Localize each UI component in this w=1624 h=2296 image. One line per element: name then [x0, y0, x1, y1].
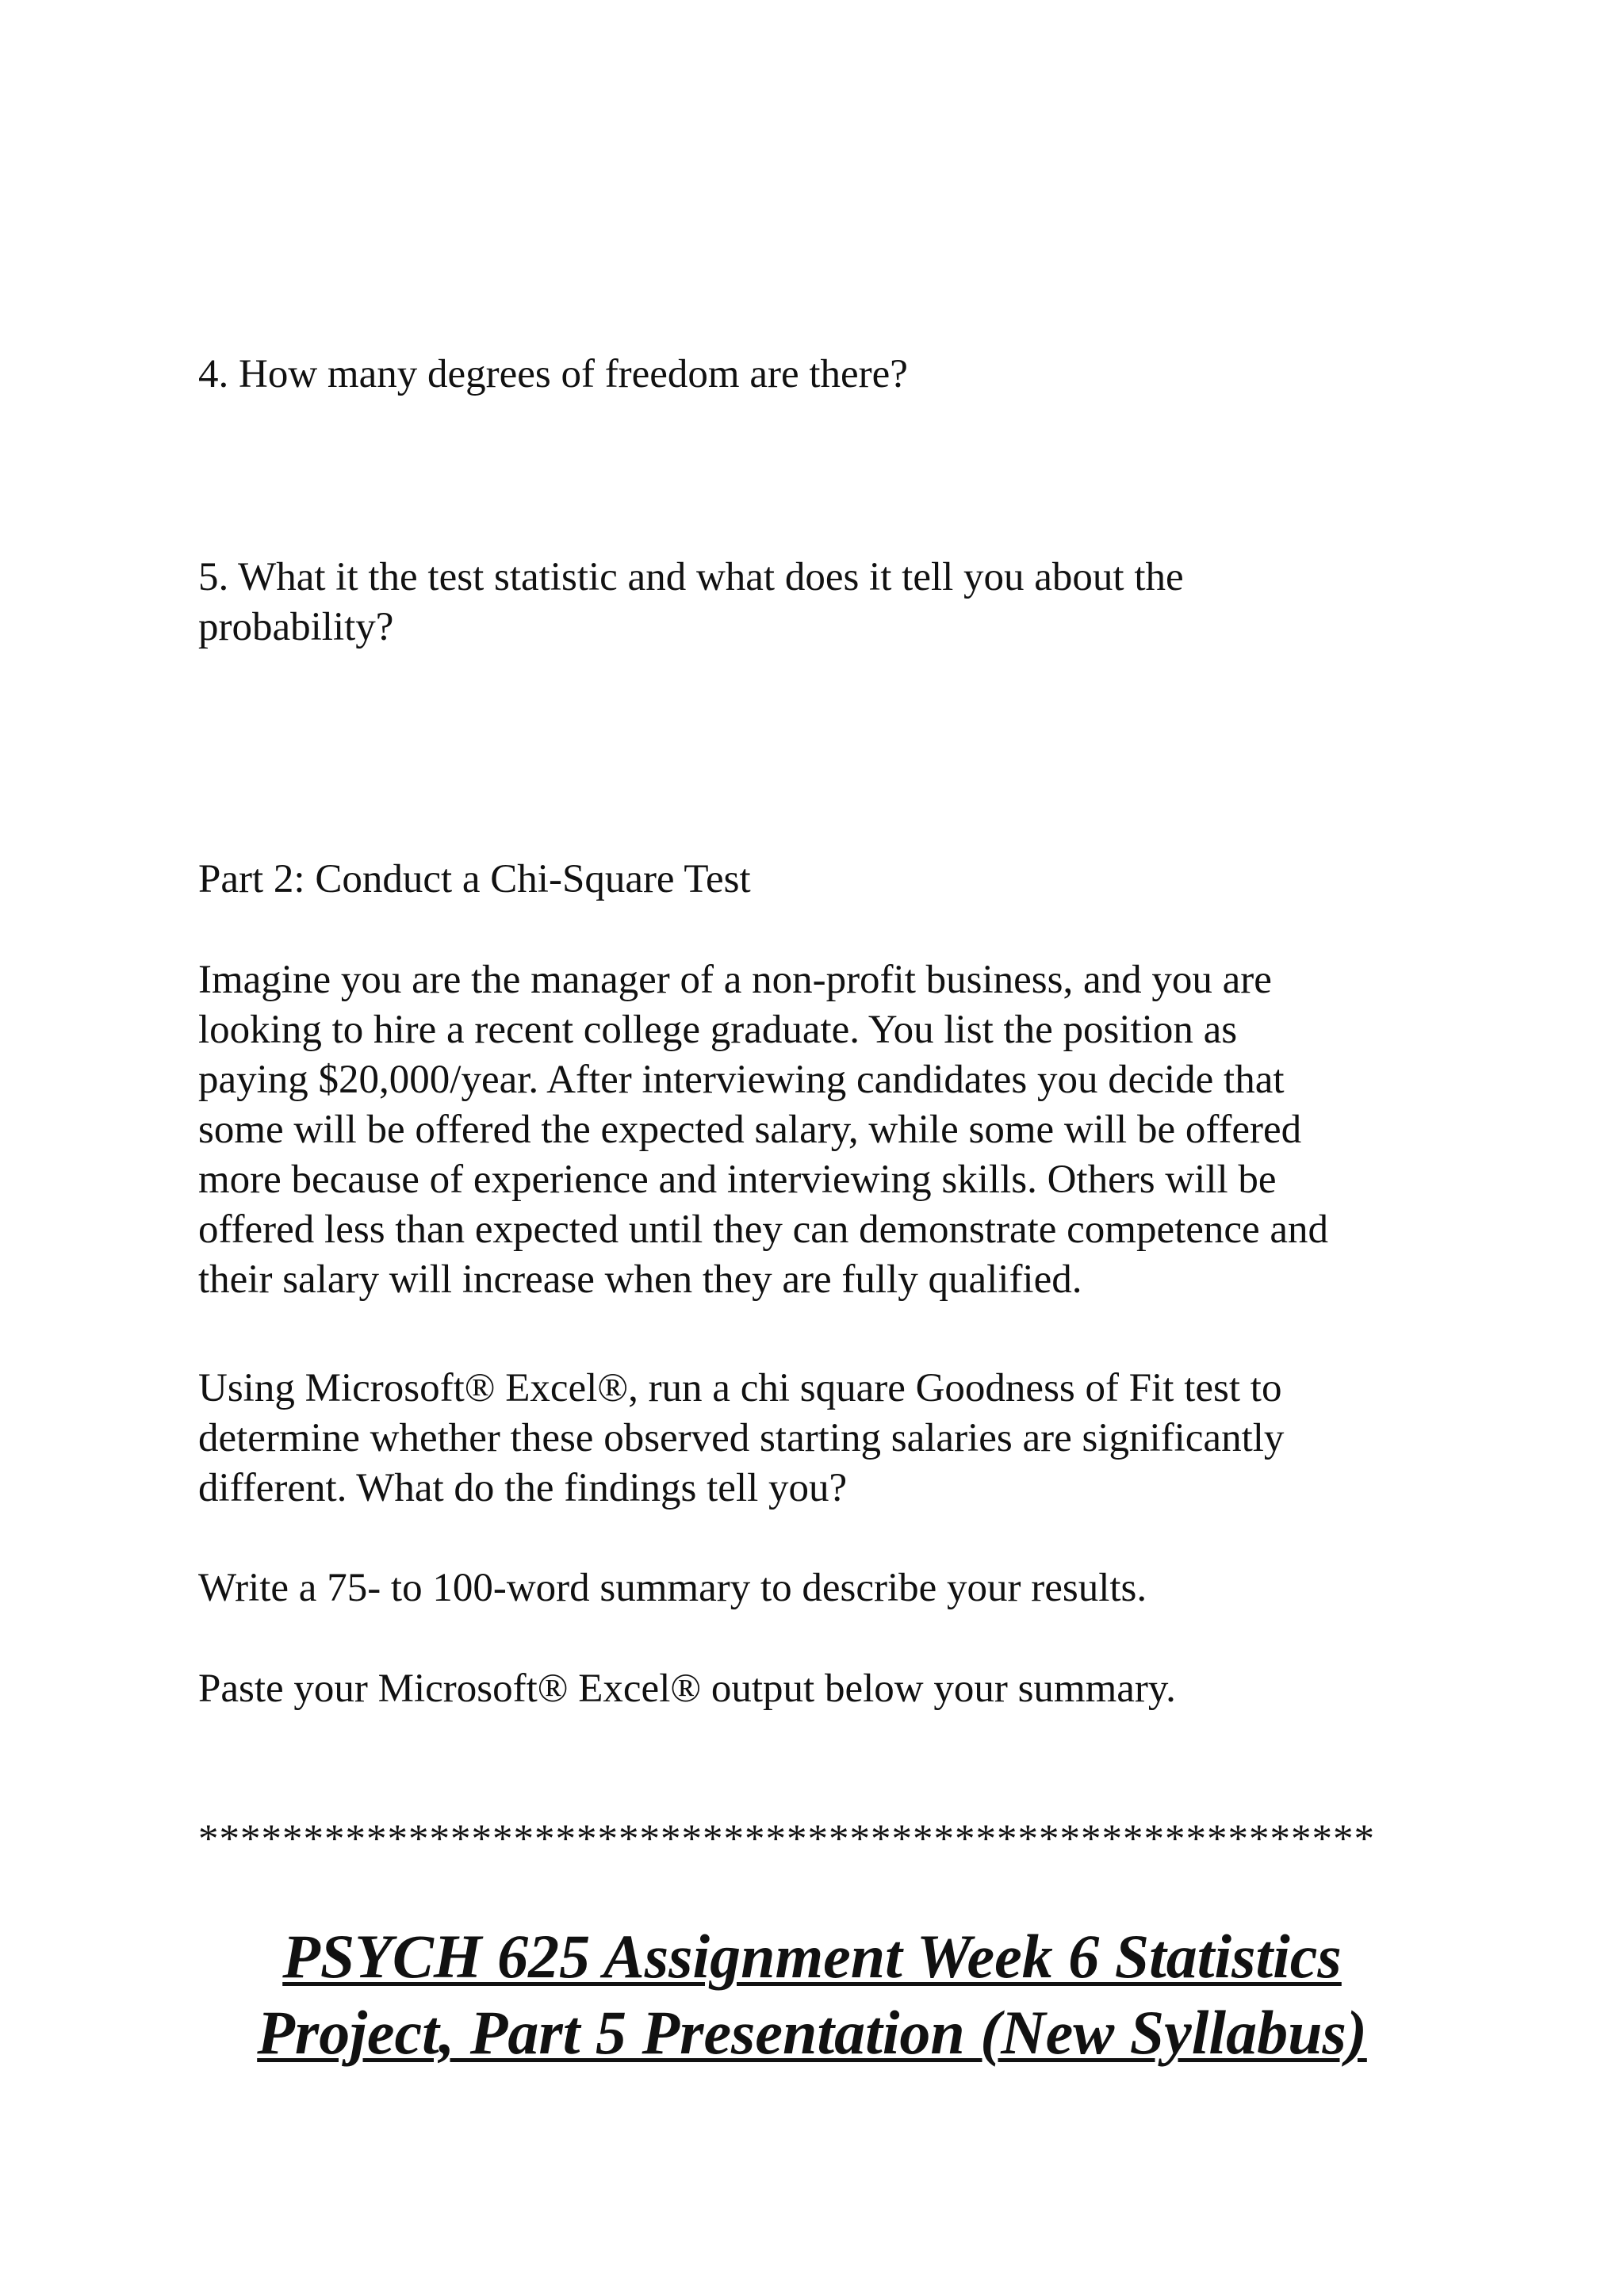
part-2-title — [198, 855, 1435, 905]
paste-instruction-text: Paste your Microsoft® Excel® output below your summary. — [198, 1667, 1176, 1711]
excel-instructions-line: determine whether these observed starting salaries are significantly — [198, 1416, 1285, 1460]
question-4-text: 4. How many degrees of freedom are there? — [198, 352, 908, 396]
scenario-line: paying $20,000/year. After interviewing candidates you decide that — [198, 1058, 1285, 1102]
scenario-line: their salary will increase when they are fully qualified. — [198, 1257, 1082, 1302]
next-assignment-title-line: Project, Part 5 Presentation (New Syllabus) — [257, 1998, 1367, 2067]
scenario-line: Imagine you are the manager of a non-profit business, and you are — [198, 958, 1272, 1002]
separator-asterisks: ******************************************************** — [198, 1817, 1375, 1862]
summary-instruction-text: Write a 75- to 100-word summary to describe your results. — [198, 1566, 1147, 1610]
excel-instructions-line: different. What do the findings tell you? — [198, 1466, 848, 1510]
question-5 — [198, 553, 1435, 652]
summary-instruction — [198, 1563, 1435, 1613]
paste-instruction — [198, 1664, 1435, 1714]
scenario-line: some will be offered the expected salary, while some will be offered — [198, 1108, 1302, 1152]
next-assignment-title — [0, 1919, 1624, 2071]
question-4 — [198, 350, 1435, 400]
scenario-paragraph — [198, 955, 1435, 1305]
part-2-title-text: Part 2: Conduct a Chi-Square Test — [198, 857, 751, 901]
scenario-line: offered less than expected until they can demonstrate competence and — [198, 1207, 1329, 1252]
question-5-line: 5. What it the test statistic and what does it tell you about the — [198, 555, 1184, 599]
next-assignment-title-line: PSYCH 625 Assignment Week 6 Statistics — [282, 1922, 1342, 1991]
excel-instructions-line: Using Microsoft® Excel®, run a chi square Goodness of Fit test to — [198, 1366, 1282, 1410]
scenario-line: looking to hire a recent college graduate. You list the position as — [198, 1008, 1238, 1052]
question-5-line: probability? — [198, 605, 394, 649]
excel-instructions-paragraph — [198, 1364, 1435, 1513]
scenario-line: more because of experience and interviewing skills. Others will be — [198, 1158, 1277, 1202]
